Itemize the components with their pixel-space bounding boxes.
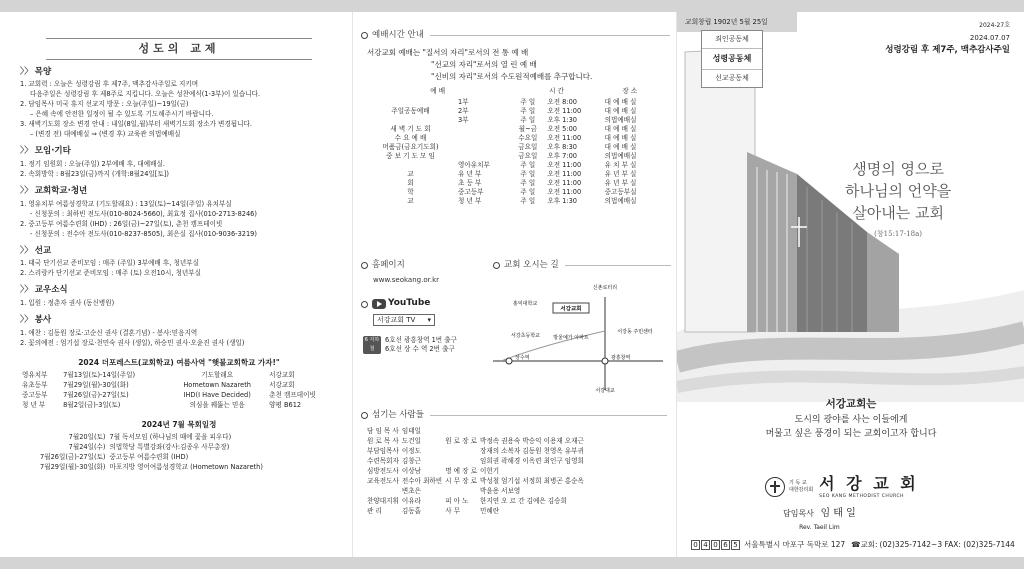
section-item: 1. 교회력 : 오늘은 성령강림 후 제7주, 맥추감사주일로 지키며 <box>20 80 199 89</box>
section-subitem: - 신청문의 : 최하빈 전도사(010-8024-5660), 최효정 집사(010-2713-8246) <box>30 209 257 218</box>
worship-row <box>365 152 657 161</box>
worship-cell <box>456 143 510 152</box>
map-label-sangsu: 상수역 <box>515 354 530 361</box>
section-item: 3. 새벽기도회 장소 변경 안내 : 내일(8일,월)부터 새벽기도회 장소가 변경됩니다. <box>20 120 252 129</box>
schedule-cell: 의법학당 특별강좌(강사:김종우 사무총장) <box>109 443 230 452</box>
section-item: 2. 꽃의예전 : 엄기섭 장로·천민숙 권사 (생일), 하승민 권사·오윤진 권사 (생일) <box>20 338 245 347</box>
worship-cell: 오전 8:00 <box>547 97 577 106</box>
worship-row <box>365 134 657 143</box>
worship-cell: 3부 <box>458 115 469 124</box>
map-label-hongik: 홍익대학교 <box>513 300 538 307</box>
people-cell: 한지연 오 르 간 김예은 김승희 <box>479 496 567 505</box>
worship-cell: 의법예배실 <box>604 115 637 124</box>
worship-cell: 주 일 <box>520 160 536 169</box>
worship-cell <box>365 161 456 170</box>
directions-map <box>493 275 663 395</box>
retreat-cell: IHD(I Have Decided) <box>183 390 251 399</box>
worship-cell <box>365 98 456 107</box>
motto-verse: (창15:17-18a) <box>874 230 923 238</box>
people-cell: 이상남 <box>401 466 421 475</box>
header-rule <box>430 35 670 36</box>
retreat-cell: 7월29일(월)-30일(화) <box>63 380 129 389</box>
youtube-logo <box>361 298 491 309</box>
retreat-cell: 영유치부 <box>22 370 48 379</box>
people-row <box>367 456 587 466</box>
retreat-cell: 춘천 캠프데이빗 <box>269 390 316 399</box>
worship-row <box>365 197 657 206</box>
retreat-cell: 기도할래요 <box>201 370 234 379</box>
subway-line: 6호선 광흥창역 1번 출구 <box>385 336 458 345</box>
worship-cell: 오후 7:00 <box>547 151 577 160</box>
worship-cell <box>365 116 456 125</box>
worship-cell: 대 예 배 실 <box>604 133 637 142</box>
subway-line: 6호선 상 수 역 2번 출구 <box>385 345 455 354</box>
worship-cell: 오후 1:30 <box>547 196 577 205</box>
retreat-cell: 서강교회 <box>269 380 295 389</box>
section-item: 1. 정기 임원회 : 오늘(주일) 2부예배 후, 대예배실. <box>20 160 165 168</box>
zip-digit: 6 <box>721 540 730 550</box>
fellowship-section <box>20 67 338 140</box>
section-heading-label: 교회학교·청년 <box>34 186 88 196</box>
homepage-link[interactable]: www.seokang.or.kr <box>373 275 439 284</box>
motto-line: 하나님의 언약을 <box>845 182 952 200</box>
intro-line: "선교의 자리"로서의 열 린 예 배 <box>431 59 537 69</box>
church-logo <box>765 474 919 500</box>
people-row <box>367 476 587 486</box>
section-heading-label: 목양 <box>34 66 52 77</box>
worship-cell: 대 예 배 실 <box>604 97 637 106</box>
worship-cell: 의법예배실 <box>604 151 637 160</box>
section-heading-label: 선교 <box>34 245 52 256</box>
people-cell: 임태일 <box>401 426 421 435</box>
schedule-cell: 7월20일(토) <box>68 433 106 442</box>
worship-intro <box>353 47 670 83</box>
worship-cell: 주 일 <box>520 115 536 124</box>
fellowship-section <box>20 186 338 239</box>
pastor-info <box>783 508 856 531</box>
motto <box>845 158 951 239</box>
worship-cell: 대 예 배 실 <box>604 106 637 115</box>
worship-cell: 오전 11:00 <box>547 169 582 178</box>
tab-spirit-community: 성령공동체 <box>702 49 762 70</box>
section-heading <box>20 246 338 257</box>
worship-cell: 오후 1:30 <box>547 115 577 124</box>
sunday-title: 성령강림 후 제7주, 맥추감사주일 <box>885 45 1010 55</box>
worship-row <box>365 161 657 170</box>
directions-header-label: 교회 오시는 길 <box>504 260 559 270</box>
section-item: 2. 중고등부 여름수련회 (IHD) : 26일(금)~27일(토), 춘천 캠프테이빗 <box>20 219 223 228</box>
zip-digit: 0 <box>711 540 720 550</box>
worship-row <box>365 125 657 134</box>
map-label-banghwa: 방울예가 아파트 <box>553 334 589 341</box>
worship-cell: 오전 5:00 <box>547 124 577 133</box>
people-cell: 박성철 엄기섭 서정희 최병곤 홍순옥 <box>479 476 584 485</box>
people-cell: 이정도 <box>401 446 421 455</box>
worship-cell: 주일공동예배 <box>391 106 430 115</box>
worship-cell: 회 <box>407 178 414 187</box>
worship-cell: 중 보 기 도 모 임 <box>386 151 435 160</box>
left-panel <box>20 12 338 557</box>
worship-cell: 주 일 <box>520 97 536 106</box>
schedule-cell: 7월29일(월)-30일(화) <box>40 463 106 472</box>
circle-bullet-icon <box>361 301 368 308</box>
chevron-right-icon: 〉〉 <box>20 186 33 196</box>
fellowship-section <box>20 285 338 308</box>
right-panel <box>676 12 1024 557</box>
schedule-cell: 마포지방 영어여름성경학교 (Hometown Nazareth) <box>109 463 263 472</box>
retreat-table <box>20 370 338 410</box>
worship-cell: 대 예 배 실 <box>604 124 637 133</box>
vision-line: 머물고 싶은 풍경이 되는 교회이고자 합니다 <box>765 429 937 440</box>
schedule-row <box>38 432 265 442</box>
schedule-cell: 7월26일(금)-27일(토) <box>40 453 106 462</box>
people-table <box>367 426 587 516</box>
founded-label: 교회창립 1902년 5월 25일 <box>677 12 797 32</box>
section-heading-label: 모임·기타 <box>34 146 71 157</box>
people-cell: 찬양대지휘 <box>367 496 399 505</box>
people-cell <box>445 486 480 496</box>
people-cell: 박정속 권용숙 박승익 이용재 오재근 <box>479 436 584 445</box>
section-heading <box>20 285 338 296</box>
retreat-cell: 중고등부 <box>22 390 48 399</box>
chevron-down-icon: ▾ <box>427 315 431 324</box>
people-cell: 교육전도사 <box>367 476 399 485</box>
fellowship-section <box>20 246 338 279</box>
worship-cell: 유 년 부 실 <box>604 178 637 187</box>
worship-cell: 수 요 예 배 <box>394 133 427 142</box>
header-rule <box>565 265 671 266</box>
schedule-title: 2024년 7월 목회일정 <box>141 419 217 429</box>
section-subitem: - 신청문의 : 전수아 전도사(010-8237-8505), 최은실 집사(010-9036-3219) <box>30 229 257 238</box>
people-cell <box>445 426 480 436</box>
people-cell: 민혜란 <box>479 506 500 515</box>
motto-line: 살아내는 교회 <box>852 204 944 222</box>
homepage-header-label: 홈페이지 <box>372 260 405 270</box>
worship-col-service: 예 배 <box>430 86 446 95</box>
header-rule <box>430 415 667 416</box>
people-row <box>367 446 587 456</box>
section-heading <box>20 186 338 197</box>
people-cell: 이헌기 <box>479 466 500 475</box>
worship-cell: 머품금(금요기도회) <box>382 142 439 151</box>
people-cell: 원 로 목 사 <box>367 436 399 445</box>
people-cell: 도건일 <box>401 436 421 445</box>
community-tabs <box>701 30 763 88</box>
retreat-cell: 7월13일(토)-14일(주일) <box>63 370 136 379</box>
people-cell: 전수아 최하빈 <box>401 476 443 485</box>
section-subitem: – 은혜 속에 안전한 일정이 될 수 있도록 기도해주시기 바랍니다. <box>30 110 214 119</box>
worship-cell: 초 등 부 <box>458 178 482 187</box>
people-cell <box>445 446 480 456</box>
people-cell: 원 로 장 로 <box>445 436 477 445</box>
worship-header-label: 예배시간 안내 <box>372 30 424 40</box>
logo-small-text: 기 독 교 <box>789 479 807 486</box>
worship-cell <box>456 125 510 134</box>
tab-mission-community: 선교공동체 <box>715 73 749 82</box>
worship-row <box>365 170 657 179</box>
people-cell: 관 리 <box>367 506 382 515</box>
worship-cell: 교 <box>407 196 414 205</box>
schedule-cell: 중고등부 여름수련회 (IHD) <box>109 453 189 462</box>
circle-bullet-icon <box>361 412 368 419</box>
circle-bullet-icon <box>361 262 368 269</box>
worship-cell: 학 <box>407 187 414 196</box>
people-header-label: 섬기는 사람들 <box>372 410 424 420</box>
zip-code <box>691 540 741 550</box>
schedule-row <box>38 462 265 472</box>
people-cell: 사 무 <box>445 506 461 515</box>
motto-line: 생명의 영으로 <box>852 160 944 178</box>
worship-row <box>365 179 657 188</box>
retreat-title: 2024 더포레스트(교회학교) 여름사역 "햇불교회학교 가자!" <box>78 357 280 367</box>
chevron-right-icon: 〉〉 <box>20 314 33 325</box>
retreat-cell: 청 년 부 <box>22 400 46 409</box>
tab-sinners-community: 죄인공동체 <box>702 31 762 49</box>
section-item: 2. 스리랑카 단기선교 준비모임 : 매주 (토) 오전10시, 청년부실 <box>20 269 202 278</box>
people-header <box>361 410 667 421</box>
people-cell: 담 임 목 사 <box>367 426 399 435</box>
section-item: 2. 담임목사 미국 휴지 선교지 방문 : 오늘(주일)~19일(금) <box>20 100 189 109</box>
people-row <box>367 426 587 436</box>
worship-cell <box>456 152 510 161</box>
map-label-seogang-bridge: 서강대교 <box>595 387 615 394</box>
section-item: 1. 태국 단기선교 준비모임 : 매주 (주일) 3부예배 후, 청년부실 <box>20 259 199 268</box>
people-cell <box>480 426 587 436</box>
map-label-seogang-elem: 서강초등학교 <box>511 332 540 339</box>
worship-cell <box>456 134 510 143</box>
church-name-en: SEO KANG METHODIST CHURCH <box>819 494 905 499</box>
worship-cell: 금요일 <box>518 142 538 151</box>
directions-header <box>493 260 671 271</box>
tel-fax: (02)325-7142~3 FAX: (02)325-7144 <box>879 540 1015 550</box>
people-cell: 장재의 소복자 김동원 천영옥 유부귀 <box>479 446 584 455</box>
pastor-name: 임 태 일 <box>820 508 856 519</box>
fellowship-section <box>20 315 338 348</box>
worship-cell: 2부 <box>458 106 469 115</box>
retreat-cell: 서강교회 <box>269 370 295 379</box>
chevron-right-icon: 〉〉 <box>20 285 33 296</box>
people-row <box>367 466 587 476</box>
worship-cell: 유 년 부 실 <box>604 169 637 178</box>
church-name: 서 강 교 회 <box>819 474 919 493</box>
worship-row <box>365 98 657 107</box>
youtube-channel-select[interactable] <box>373 314 435 327</box>
people-row <box>367 506 587 516</box>
worship-row <box>365 116 657 125</box>
people-cell: 박윤용 서보영 <box>479 486 521 495</box>
worship-cell: 청 년 부 <box>458 196 482 205</box>
zip-digit: 0 <box>691 540 700 550</box>
worship-header <box>361 30 670 41</box>
people-cell: 임희권 곽해경 이옥련 최인구 임영희 <box>479 456 584 465</box>
retreat-cell: 양평 B612 <box>269 400 302 409</box>
schedule-row <box>38 442 265 452</box>
section-heading <box>20 315 338 326</box>
fellowship-sections <box>20 67 338 348</box>
worship-cell: 금요일 <box>518 151 538 160</box>
section-heading-label: 봉사 <box>34 314 52 325</box>
worship-table <box>365 87 657 206</box>
middle-panel <box>352 12 670 557</box>
retreat-cell: 7월26일(금)-27일(토) <box>63 390 129 399</box>
worship-cell: 유 년 부 <box>458 169 482 178</box>
worship-cell: 월~금 <box>518 124 537 133</box>
map-label-church: 서강교회 <box>560 306 582 313</box>
intro-line: 서강교회 예배는 "질서의 자리"로서의 전 통 예 배 <box>367 47 529 57</box>
chevron-right-icon: 〉〉 <box>20 245 33 256</box>
section-item: 2. 속회방학 : 8월23일(금)까지 (개학:8월24일[토]) <box>20 170 169 178</box>
address-line <box>691 540 1015 550</box>
section-item: 1. 애찬 : 김동원 장로·고순신 권사 (결혼기념) - 봉사:믿음지역 <box>20 328 198 337</box>
zip-digit: 5 <box>731 540 740 550</box>
worship-cell: 대 예 배 실 <box>604 142 637 151</box>
worship-row <box>365 143 657 152</box>
fellowship-title: 성도의 교제 <box>46 38 312 60</box>
worship-cell: 교 <box>407 169 414 178</box>
retreat-cell: 8월2일(금)-3일(토) <box>63 400 121 409</box>
retreat-cell: 의심을 꿰뚫는 믿음 <box>189 400 245 409</box>
people-cell: 부담임목사 <box>367 446 399 455</box>
worship-cell: 오전 11:00 <box>547 178 582 187</box>
worship-cell: 영아유치부 <box>458 160 490 169</box>
map-label-seogangdong: 서강동 주민센터 <box>617 328 653 335</box>
worship-cell: 오전 11:00 <box>547 133 582 142</box>
worship-cell: 주 일 <box>520 106 536 115</box>
section-item: 1. 입원 : 정춘자 권사 (동신병원) <box>20 298 115 307</box>
worship-row <box>365 188 657 197</box>
subway-info <box>363 336 491 354</box>
section-heading <box>20 146 338 157</box>
people-cell: 이유라 <box>401 496 421 505</box>
intro-line: "신비의 자리"로서의 수도원적예배를 추구합니다. <box>431 71 593 81</box>
worship-cell: 오전 11:00 <box>547 106 582 115</box>
retreat-row <box>20 390 338 400</box>
worship-cell: 주 일 <box>520 178 536 187</box>
people-cell: 수련목회자 <box>367 456 399 465</box>
schedule-table <box>38 432 265 472</box>
zip-digit: 4 <box>701 540 710 550</box>
people-cell: 변초은 <box>401 486 421 495</box>
worship-col-place: 장 소 <box>622 86 638 95</box>
circle-bullet-icon <box>361 32 368 39</box>
people-cell: 피 아 노 <box>445 496 469 505</box>
pastor-name-en: Rev. Taeil Lim <box>799 523 840 531</box>
worship-cell: 수요일 <box>518 133 538 142</box>
section-subitem: 다음주일은 성령강림 후 제8주로 지킵니다. 오늘은 성찬예식(1-3부)이 있습니다. <box>30 90 261 99</box>
worship-cell: 주 일 <box>520 196 536 205</box>
pastor-label: 담임목사 <box>783 509 814 518</box>
bottom-margin-band <box>0 557 1024 569</box>
section-heading <box>20 67 338 78</box>
worship-cell: 1부 <box>458 97 469 106</box>
map-label-gwangheung: 광흥창역 <box>611 354 631 361</box>
methodist-emblem-icon <box>765 477 785 497</box>
people-cell <box>367 486 402 496</box>
retreat-row <box>20 400 338 410</box>
people-cell: 명 예 장 로 <box>445 466 477 475</box>
address: 서울특별시 마포구 독막로 127 <box>744 540 846 550</box>
fellowship-section <box>20 146 338 179</box>
section-item: 1. 영유치부 여름성경학교 (기도할래요) : 13일(토)~14일(주일) 유치부실 <box>20 199 232 208</box>
retreat-cell: Hometown Nazareth <box>183 380 251 389</box>
worship-cell: 중고등부실 <box>604 187 637 196</box>
worship-cell: 중고등부 <box>458 187 484 196</box>
chevron-right-icon: 〉〉 <box>20 66 33 77</box>
section-heading-label: 교우소식 <box>34 285 68 296</box>
youtube-label: YouTube <box>388 298 431 309</box>
worship-cell: 새 벽 기 도 회 <box>390 124 431 133</box>
homepage-header <box>361 260 491 271</box>
bulletin-date: 2024.07.07 <box>969 34 1010 42</box>
retreat-row <box>20 380 338 390</box>
worship-cell: 유 치 부 실 <box>604 160 637 169</box>
youtube-play-icon <box>372 299 386 309</box>
circle-bullet-icon <box>493 262 500 269</box>
worship-cell: 오전 11:00 <box>547 160 582 169</box>
worship-cell: 주 일 <box>520 169 536 178</box>
worship-cell: 주 일 <box>520 187 536 196</box>
tel-label: ☎교회: <box>851 540 878 550</box>
people-row <box>367 436 587 446</box>
worship-row <box>365 107 657 116</box>
vision-title: 서강교회는 <box>825 398 877 410</box>
youtube-channel-value: 서강교회 TV <box>377 315 416 324</box>
schedule-cell: 7월 독서모임 (하나님의 때에 꽃을 피우다) <box>109 433 232 442</box>
section-subitem: – (변경 전) 대예배실 ⇒ (변경 후) 교육관 의법예배실 <box>30 130 181 139</box>
top-margin-band <box>0 0 1024 12</box>
worship-cell: 오후 8:30 <box>547 142 577 151</box>
issue-number: 2024-27호 <box>979 22 1010 29</box>
worship-col-time: 시 간 <box>549 86 564 95</box>
map-label-sinchon: 신촌로터리 <box>592 284 618 291</box>
retreat-cell: 유초등부 <box>22 380 48 389</box>
worship-cell: 오전 11:00 <box>547 187 582 196</box>
retreat-row <box>20 370 338 380</box>
logo-small-text: 대한감리회 <box>789 486 814 493</box>
schedule-row <box>38 452 265 462</box>
people-cell <box>445 456 480 466</box>
people-cell: 김동흡 <box>401 506 421 515</box>
vision-line: 도시의 광야를 사는 이들에게 <box>794 415 908 426</box>
schedule-cell: 7월24일(수) <box>68 443 106 452</box>
subway-icon: 6 지하철 <box>364 337 380 353</box>
vision-statement <box>677 398 1024 441</box>
people-row <box>367 496 587 506</box>
people-cell: 시 무 장 로 <box>445 476 477 485</box>
people-cell: 심방전도사 <box>367 466 399 475</box>
worship-cell: 의법예배실 <box>604 196 637 205</box>
people-cell: 김창근 <box>401 456 421 465</box>
chevron-right-icon: 〉〉 <box>20 146 33 157</box>
people-row <box>367 486 587 496</box>
